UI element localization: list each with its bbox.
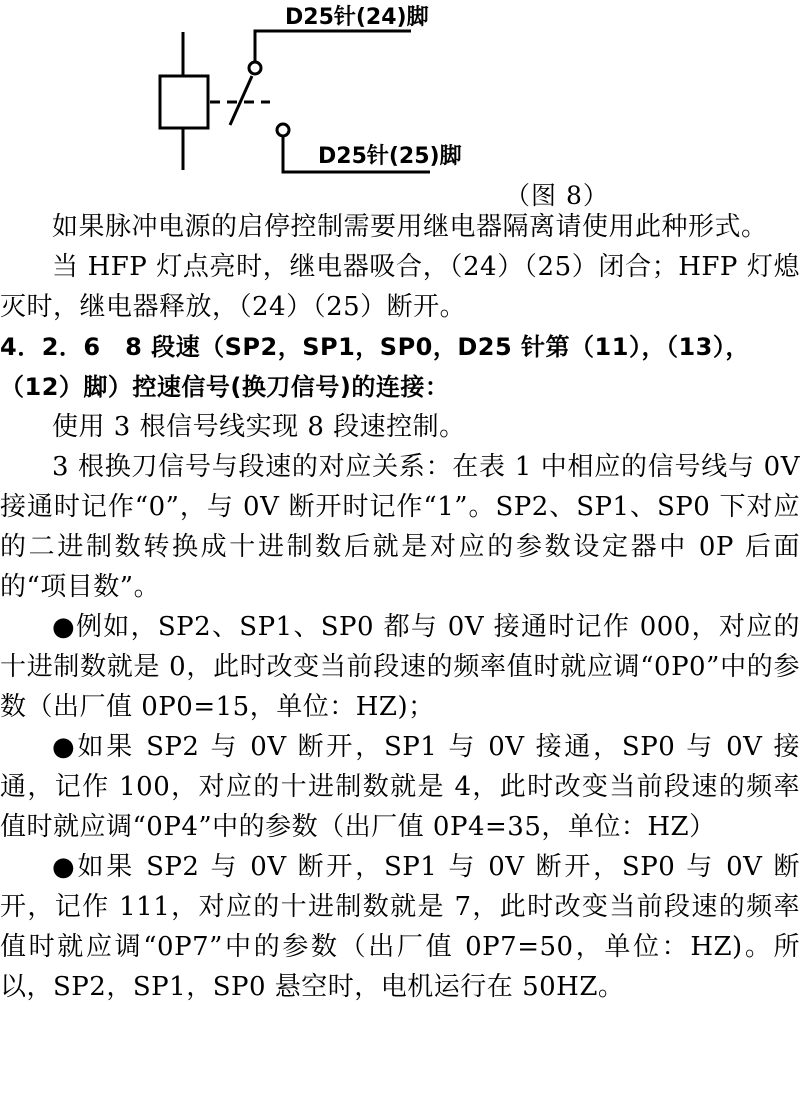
- contact-bottom-terminal: [277, 124, 289, 136]
- figure-caption: （图 8）: [505, 181, 609, 210]
- example-000: ●例如，SP2、SP1、SP0 都与 0V 接通时记作 000，对应的十进制数就是 0，此时改变当前段速的频率值时就应调“0P0”中的参数（出厂值 0P0=15，单位：HZ)；: [0, 612, 800, 722]
- paragraph-three-lines: 使用 3 根信号线实现 8 段速控制。: [52, 412, 466, 442]
- relay-coil: [160, 76, 208, 128]
- example-100: ●如果 SP2 与 0V 断开，SP1 与 0V 接通，SP0 与 0V 接通，记作 100，对应的十进制数就是 4，此时改变当前段速的频率值时就应调“0P4”中的参数（出厂值 0P4=35，单位：HZ）: [0, 732, 800, 842]
- example-111: ●如果 SP2 与 0V 断开，SP1 与 0V 断开，SP0 与 0V 断开，记作 111，对应的十进制数就是 7，此时改变当前段速的频率值时就应调“0P7”中的参数（出厂值 0P7=50，单位：HZ)。所以，SP2，SP1，SP0 悬空时，电机运行在 50HZ。: [0, 852, 800, 1002]
- contact-top-wire: [255, 31, 411, 62]
- pin-25-label: D25针(25)脚: [318, 144, 462, 169]
- pin-24-label: D25针(24)脚: [285, 5, 429, 30]
- paragraph-relay-usage: 如果脉冲电源的启停控制需要用继电器隔离请使用此种形式。: [52, 212, 768, 242]
- paragraph-hfp-behavior: 当 HFP 灯点亮时，继电器吸合，（24）（25）闭合；HFP 灯熄灭时，继电器释放，（24）（25）断开。: [0, 252, 800, 322]
- contact-top-terminal: [249, 62, 261, 74]
- document-body: [0, 207, 800, 1007]
- section-heading-4-2-6: 4．2．6 8 段速（SP2，SP1，SP0，D25 针第（11），（13），（12）脚）控速信号(换刀信号)的连接：: [0, 333, 750, 401]
- paragraph-mapping: 3 根换刀信号与段速的对应关系：在表 1 中相应的信号线与 0V 接通时记作“0”，与 0V 断开时记作“1”。SP2、SP1、SP0 下对应的二进制数转换成十进制数后就是对应的参数设定器中 0P 后面的“项目数”。: [0, 452, 800, 602]
- relay-diagram: [0, 0, 800, 210]
